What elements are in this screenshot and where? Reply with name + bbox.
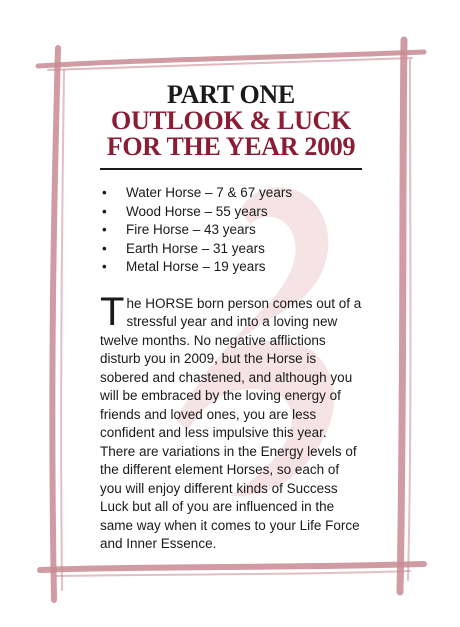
list-item: • Wood Horse – 55 years (100, 203, 362, 222)
drop-cap: T (100, 289, 125, 334)
bullet-icon: • (102, 203, 107, 219)
chapter-title-line-2: FOR THE YEAR 2009 (106, 132, 356, 161)
bullet-icon: • (102, 222, 107, 237)
chapter-title-line-1: OUTLOOK & LUCK (111, 106, 351, 135)
list-item: • Fire Horse – 43 years (100, 221, 362, 240)
chapter-heading (100, 82, 362, 160)
list-item: • Earth Horse – 31 years (100, 240, 362, 259)
horse-list (100, 184, 362, 277)
page-content (100, 82, 362, 554)
paragraph-text: he HORSE born person comes out of a stressful year and into a loving new twelve months. No negative afflictions disturb you in 2009, but the Horse is sobered and chastened, and although you will be embraced by the loving energy of friends and loved ones, you are less confident and less impulsive this year. There are variations in the Energy levels of the different element Horses, so each of you will enjoy different kinds of Success Luck but all of you are influenced in the same way when it comes to your Life Force and Inner Essence. (100, 295, 362, 551)
heading-divider (100, 168, 362, 170)
bullet-icon: • (102, 185, 107, 200)
bullet-icon: • (102, 259, 107, 274)
list-item: • Water Horse – 7 & 67 years (100, 184, 362, 203)
bullet-icon: • (102, 240, 107, 256)
body-paragraph (100, 289, 362, 554)
list-item: • Metal Horse – 19 years (100, 258, 362, 277)
part-title: PART ONE (167, 80, 295, 109)
